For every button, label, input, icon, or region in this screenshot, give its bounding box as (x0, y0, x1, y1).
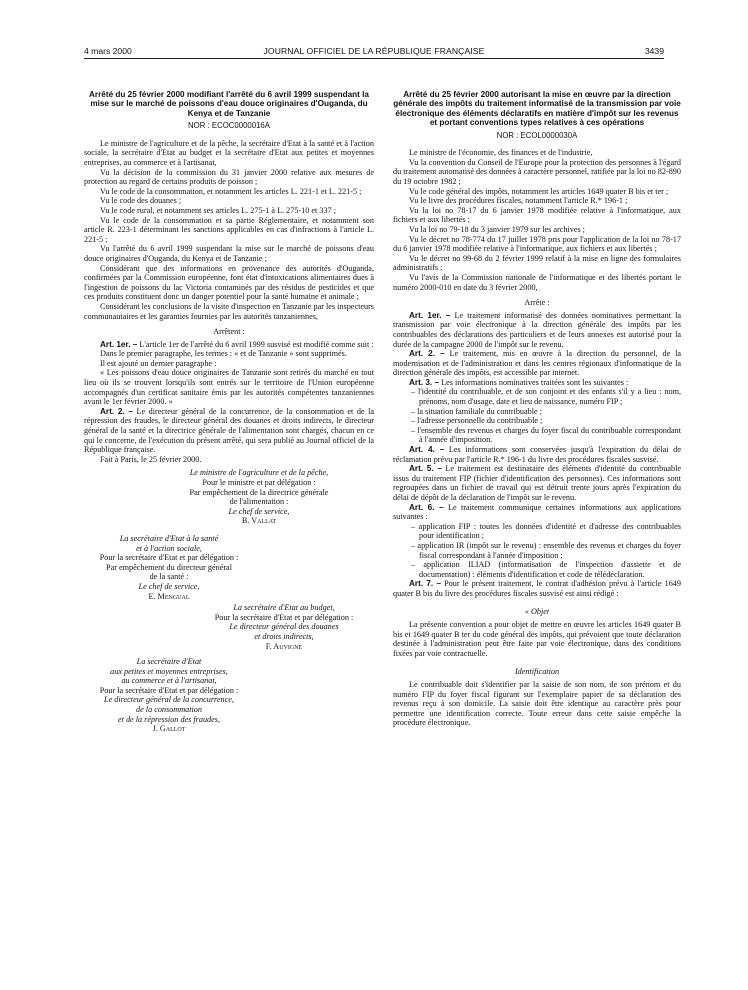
sig-line: Pour le ministre et par délégation : (202, 478, 316, 487)
list-item: – la situation familiale du contribuable ; (411, 406, 542, 416)
right-para: Le ministre de l'économie, des finances et de l'industrie, (409, 148, 593, 158)
left-para: Vu l'arrêté du 6 avril 1999 suspendant la mise sur le marché de poissons d'eau douce originaires d'Ouganda, du Kenya et de Tanzanie ; (84, 244, 374, 263)
sig-line: Pour la secrétaire d'Etat et par délégation : (99, 553, 239, 563)
issue-date: 4 mars 2000 (84, 46, 132, 56)
sig-line: Pour la secrétaire d'Etat et par délégation : (214, 612, 354, 622)
sig-line: de la santé : (149, 572, 189, 582)
right-column (393, 90, 681, 728)
right-article-6 (393, 503, 681, 522)
article-label: Art. 7. – (409, 579, 442, 589)
left-para: Considérant les conclusions de la visite d'inspection en Tanzanie par les inspecteurs communautaires et les garanties fournies par les autorités tanzaniennes, (84, 301, 374, 321)
article-label: Art. 6. – (409, 502, 444, 512)
page-number: 3439 (644, 46, 664, 56)
article-text: Le traitement communique certaines informations aux applications suivantes : (393, 502, 681, 522)
right-para: Vu la loi no 79-18 du 3 janvier 1979 sur les archives ; (409, 224, 585, 234)
sig-line: Le chef de service, (228, 506, 290, 516)
article-label: Art. 2. – (100, 406, 133, 416)
right-arrete: Arrête : (524, 298, 550, 308)
right-para: Vu le décret no 99-68 du 2 février 1999 relatif à la mise en ligne des formulaires administratifs ; (393, 253, 681, 273)
right-nor-ref: NOR : ECOL0000030A (496, 130, 578, 140)
left-para: Considérant que des informations en provenance des autorités d'Ouganda, confirmées par la Commission européenne, font état d'intoxications alimentaires dues à l'ingestion de poissons du lac Victoria contaminés par des résidus de pesticides et que ces produits constituent donc un danger potentiel pour la santé humaine et animale ; (84, 263, 374, 302)
left-article-2 (84, 407, 374, 455)
sig-line: Le directeur général de la concurrence, (104, 695, 234, 705)
header-rule (84, 58, 664, 59)
right-para: Vu la convention du Conseil de l'Europe pour la protection des personnes à l'égard du traitement automatisé des données à caractère personnel, ratifiée par la loi no 82-890 du 19 octobre 1982 ; (393, 157, 681, 186)
right-article-4 (393, 445, 681, 464)
objet-heading: « Objet (524, 606, 550, 616)
left-para: Vu le code de la consommation et sa partie Réglementaire, et notamment son article R. 223-1 déterminant les sanctions applicables en cas d'infractions à l'article L. 221-5 ; (84, 215, 374, 244)
objet-text: La présente convention a pour objet de mettre en œuvre les articles 1649 quater B bis et 1649 quater B ter du code général des impôts, qui prévoient que toute déclaration destinée à l'administration peut être faite par voie électronique, dans des conditions fixées par voie contractuelle. (393, 620, 681, 658)
article-text: Le traitement est destinataire des éléments d'identité du contribuable issus du traitement FIP (fichier d'identification des personnes). Ces informations sont regroupées dans un fichier de travail qui est détruit trente jours après l'expiration du délai de dépôt de la déclaration de l'impôt sur le revenu. (393, 464, 681, 502)
left-column (84, 90, 374, 734)
left-para: Vu le code des douanes ; (100, 196, 182, 206)
sig-line: Par empêchement de la directrice générale (189, 487, 329, 497)
sig-line: Pour la secrétaire d'Etat et par délégation : (99, 685, 239, 695)
sig-line: aux petites et moyennes entreprises, (110, 666, 228, 676)
article-text: Les informations nominatives traitées sont les suivantes : (441, 377, 629, 387)
sig-line: Le directeur général des douanes (229, 622, 339, 632)
right-article-1 (393, 311, 681, 349)
sig-line: La secrétaire d'Etat au budget, (233, 603, 335, 613)
left-article-1 (84, 340, 374, 350)
sig-line: La secrétaire d'Etat (136, 657, 202, 667)
article-label: Art. 3. – (409, 377, 440, 387)
right-article-2 (393, 349, 681, 378)
done-at: Fait à Paris, le 25 février 2000. (100, 454, 202, 464)
sig-line: Le ministre de l'agriculture et de la pêche, (189, 468, 329, 478)
right-article-7 (393, 579, 681, 598)
left-para: Vu le code de la consommation, et notamment les articles L. 221-1 et L. 221-5 ; (100, 186, 362, 196)
list-item: – l'ensemble des revenus et charges du foyer fiscal du contribuable correspondant à l'année d'imposition. (411, 425, 681, 445)
sig-line: et droits indirects, (254, 631, 314, 641)
right-decree-title: Arrêté du 25 février 2000 autorisant la mise en œuvre par la direction générale des impôts du traitement informatisé de la transmission par voie électronique des éléments déclaratifs en matière d'impôt sur les revenus et portant conventions types relatives à ces opérations (393, 90, 681, 128)
left-arretent: Arrêtent : (213, 327, 245, 337)
left-decree-title: Arrêté du 25 février 2000 modifiant l'arrêté du 6 avril 1999 suspendant la mise sur le marché de poissons d'eau douce originaires d'Ouganda, du Kenya et de Tanzanie (89, 90, 369, 118)
sig-line: Par empêchement du directeur général (106, 562, 232, 572)
article-label: Art. 5. – (409, 464, 442, 474)
right-para: Vu la loi no 78-17 du 6 janvier 1978 modifiée relative à l'informatique, aux fichiers et aux libertés ; (393, 205, 681, 225)
sig-line: de la consommation (136, 705, 202, 715)
right-article-5 (393, 464, 681, 502)
sig-line: et à l'action sociale, (136, 543, 202, 553)
article-label: Art. 4. – (409, 445, 445, 455)
article-6-list (393, 522, 681, 580)
left-para: Vu la décision de la commission du 31 janvier 2000 relative aux mesures de protection au regard de certains produits de poisson ; (84, 167, 374, 187)
right-para: Vu le code général des impôts, notamment les articles 1649 quater B bis et ter ; (409, 186, 669, 196)
article-text: L'article 1er de l'arrêté du 6 avril 1999 susvisé est modifié comme suit : (139, 339, 374, 349)
list-item: – application IR (impôt sur le revenu) : ensemble des revenus et charges du foyer fiscal correspondant à l'année d'imposition ; (411, 540, 681, 560)
right-para: Vu l'avis de la Commission nationale de l'informatique et des libertés portant le numéro 2000-010 en date du 3 février 2000, (393, 272, 681, 292)
signature-block-3 (84, 603, 374, 651)
article-text: Le directeur général de la concurrence, de la consommation et de la répression des fraudes, le directeur général des douanes et droits indirects, le directeur général de la santé et la directrice générale de l'alimentation sont chargés, chacun en ce qui le concerne, de l'exécution du présent arrêté, qui sera publié au Journal officiel de la République française. (84, 406, 374, 455)
right-article-3 (393, 378, 681, 388)
left-para: Le ministre de l'agriculture et de la pêche, la secrétaire d'Etat à la santé et à l'action sociale, la secrétaire d'Etat au budget et la secrétaire d'Etat aux petites et moyennes entreprises, au commerce et à l'artisanat, (84, 138, 374, 167)
signatory-name: F. Auvigne (265, 641, 303, 651)
article-label: Art. 1er. – (100, 339, 138, 349)
page-header (0, 0, 748, 64)
list-item: – application ILIAD (informatisation de l'inspection d'assiette et de documentation) : éléments d'identification et code de télédéclaration. (411, 560, 681, 579)
signatory-name: J. Gallot (152, 724, 186, 734)
list-item: – l'adresse personnelle du contribuable ; (411, 416, 543, 426)
identification-text: Le contribuable doit s'identifier par la saisie de son nom, de son prénom et du numéro FIP du foyer fiscal figurant sur l'exemplaire papier de sa déclaration des revenus reçu à son domicile. La saisie doit être identique au caractère près pour permettre une identification correcte. Toute erreur dans cette saisie empêche la procédure électronique. (393, 680, 681, 728)
sig-line: La secrétaire d'Etat à la santé (119, 533, 219, 543)
article-3-list (393, 387, 681, 445)
article-text: Le traitement informatisé des données nominatives permettant la transmission par voie électronique à la direction générale des impôts par les contribuables des déclarations des particuliers et de leurs annexes est autorisé pour la durée de la campagne 2000 de l'impôt sur le revenu. (393, 310, 682, 349)
article-text: Pour le présent traitement, le contrat d'adhésion prévu à l'article 1649 quater B bis du livre des procédures fiscales susvisé est ainsi rédigé : (393, 579, 681, 598)
signature-block-1 (84, 468, 374, 526)
article-text: Les informations sont conservées jusqu'à l'expiration du délai de réclamation prévu par l'article R.* 196-1 du livre des procédures fiscales susvisé. (393, 445, 681, 464)
left-nor-ref: NOR : ECOC0000016A (188, 121, 270, 131)
left-para: Il est ajouté un dernier paragraphe : (100, 358, 217, 368)
sig-line: de l'alimentation : (229, 497, 289, 507)
sig-line: au commerce et à l'artisanat, (121, 676, 217, 686)
article-text: Le traitement, mis en œuvre à la direction du personnel, de la modernisation et de l'administration et dans les centres régionaux d'informatique de la direction générale des impôts, est accessible par internet. (393, 349, 681, 378)
article-label: Art. 2. – (409, 349, 445, 359)
left-para: « Les poissons d'eau douce originaires de Tanzanie sont retirés du marché en tout lieu où ils se trouvent lorsqu'ils sont entrés sur le territoire de l'Union européenne accompagnés d'un certificat sanitaire émis par les autorités compétentes tanzaniennes avant le 1er février 2000. » (84, 368, 374, 407)
signature-block-4 (84, 657, 374, 734)
left-para: Vu le code rural, et notamment ses articles L. 275-1 à L. 275-10 et 337 ; (100, 205, 336, 215)
signature-block-2 (84, 534, 374, 601)
journal-title: JOURNAL OFFICIEL DE LA RÉPUBLIQUE FRANÇAISE (263, 46, 485, 56)
sig-line: et de la répression des fraudes, (117, 714, 221, 724)
right-para: Vu le décret no 78-774 du 17 juillet 1978 pris pour l'application de la loi no 78-17 du 6 janvier 1978 modifiée relative à l'informatique, aux fichiers et aux libertés ; (393, 234, 681, 254)
identification-heading: Identification (514, 666, 560, 676)
sig-line: Le chef de service, (138, 581, 200, 591)
left-para: Dans le premier paragraphe, les termes : « et de Tanzanie » sont supprimés. (100, 349, 347, 359)
list-item: – application FIP : toutes les données d'identité et d'adresse des contribuables pour identification ; (411, 521, 681, 541)
signatory-name: B. Vallat (241, 516, 277, 526)
list-item: – l'identité du contribuable, et de son conjoint et des enfants s'il y a lieu : nom, prénoms, nom d'usage, date et lieu de naissance, numéro FIP ; (411, 387, 681, 407)
right-para: Vu le livre des procédures fiscales, notamment l'article R.* 196-1 ; (409, 196, 628, 206)
signatory-name: E. Mengual (148, 591, 190, 601)
article-label: Art. 1er. – (409, 310, 451, 320)
